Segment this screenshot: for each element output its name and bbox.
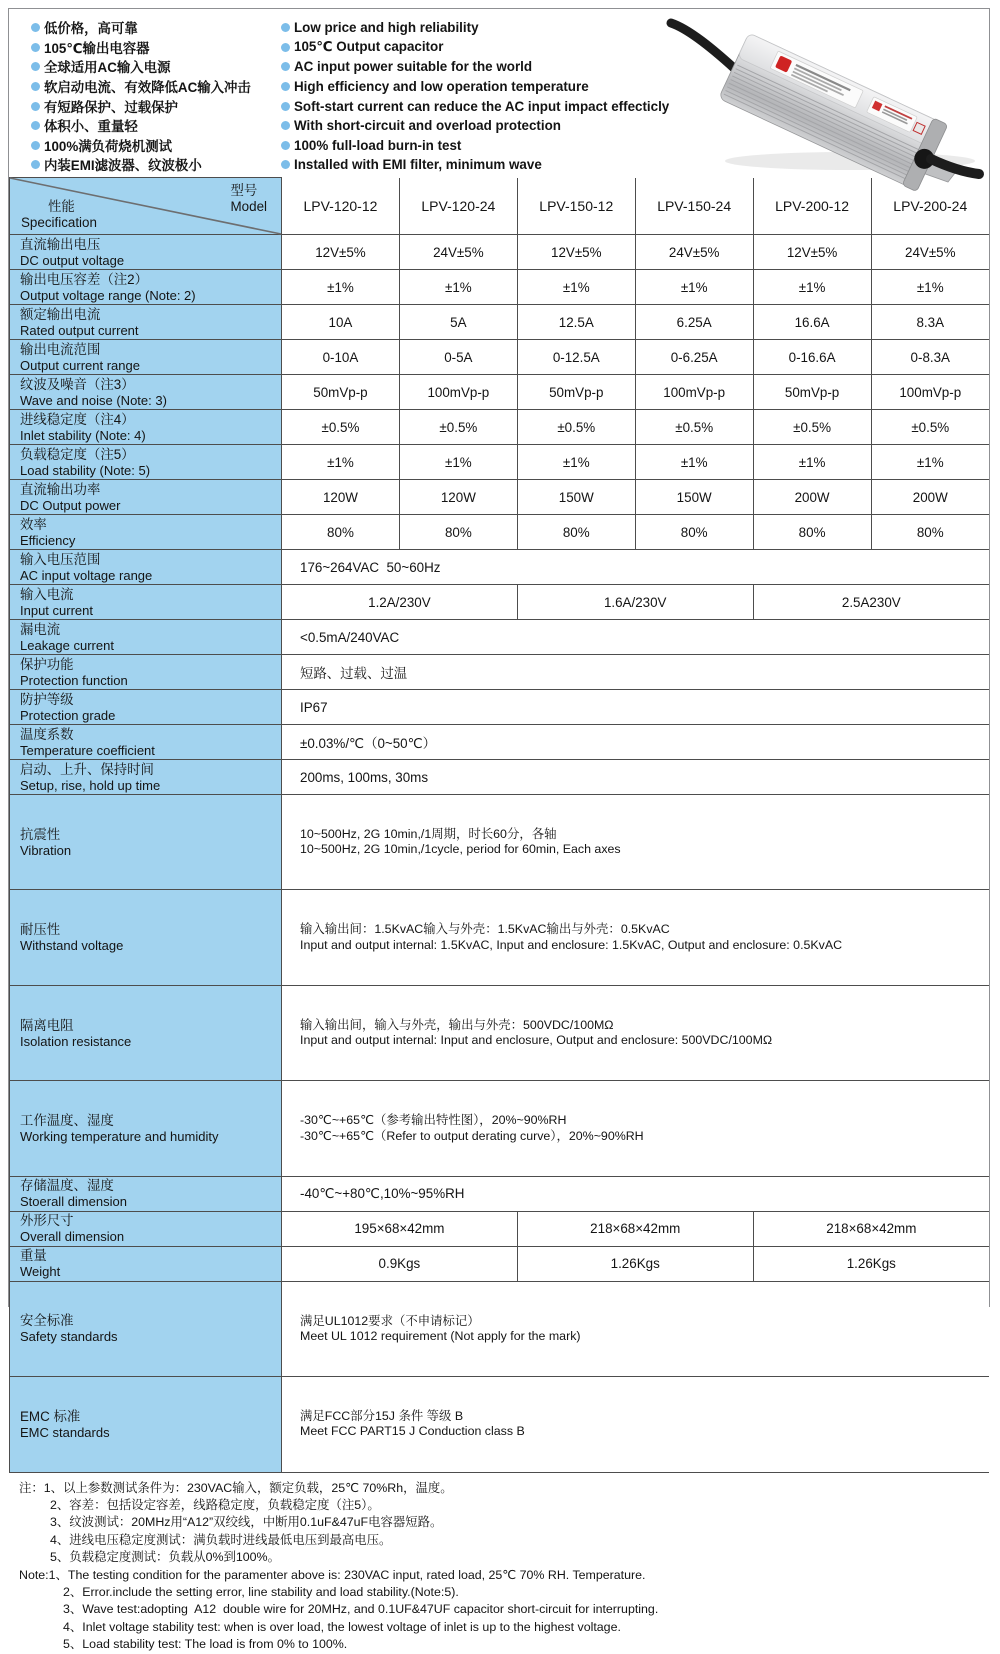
spec-row — [10, 985, 990, 1080]
corner-model-label: 型号 Model — [230, 183, 267, 214]
row-label: 隔离电阻 Isolation resistance — [10, 985, 282, 1080]
spec-value-cell: -40℃~+80℃,10%~95%RH — [282, 1176, 990, 1211]
spec-value-cell: 1.26Kgs — [753, 1246, 989, 1281]
row-label: 工作温度、湿度 Working temperature and humidity — [10, 1081, 282, 1176]
feature-text: 105℃输出电容器 — [44, 40, 150, 56]
note-line: 2、Error.include the setting error, line stability and load stability.(Note:5). — [63, 1585, 459, 1600]
row-label: 输入电流 Input current — [10, 585, 282, 620]
spec-value-cell: ±0.5% — [517, 410, 635, 445]
spec-value-cell: 1.26Kgs — [517, 1246, 753, 1281]
spec-value-cell: 50mVp-p — [517, 375, 635, 410]
feature-item — [31, 136, 276, 156]
feature-item — [31, 57, 276, 77]
spec-value-cell: 80% — [517, 515, 635, 550]
row-label: 重量 Weight — [10, 1246, 282, 1281]
spec-row — [10, 550, 990, 585]
feature-text: Soft-start current can reduce the AC input impact effecticly — [294, 98, 670, 114]
feature-item — [281, 18, 681, 38]
spec-value-cell: 200ms, 100ms, 30ms — [282, 760, 990, 795]
spec-value-cell: ±0.5% — [282, 410, 400, 445]
spec-row — [10, 725, 990, 760]
feature-text: 100% full-load burn-in test — [294, 137, 462, 153]
spec-value-cell: ±0.03%/℃（0~50℃） — [282, 725, 990, 760]
spec-value-cell: ±1% — [871, 270, 989, 305]
bullet-icon — [31, 43, 40, 52]
spec-row — [10, 480, 990, 515]
feature-text: Low price and high reliability — [294, 20, 479, 36]
row-label: 输出电流范围 Output current range — [10, 340, 282, 375]
footnotes — [9, 1473, 989, 1654]
spec-value-cell: 满足FCC部分15J 条件 等级 B Meet FCC PART15 J Conduction class B — [282, 1377, 990, 1472]
model-column-header: LPV-200-24 — [871, 178, 989, 235]
spec-row — [10, 655, 990, 690]
spec-row — [10, 375, 990, 410]
spec-value-cell: 12V±5% — [517, 235, 635, 270]
bullet-icon — [31, 82, 40, 91]
spec-table — [9, 177, 989, 1473]
spec-row — [10, 1176, 990, 1211]
row-label: 安全标准 Safety standards — [10, 1281, 282, 1376]
spec-value-cell: 218×68×42mm — [753, 1211, 989, 1246]
note-line: 2、容差：包括设定容差，线路稳定度，负载稳定度（注5）。 — [50, 1498, 380, 1513]
page-frame — [8, 8, 990, 1652]
features-section — [9, 9, 989, 177]
spec-value-cell: ±1% — [871, 445, 989, 480]
note-line: 注：1、以上参数测试条件为：230VAC输入，额定负载，25℃ 70%Rh，温度。 — [19, 1480, 453, 1495]
spec-value-cell: ±1% — [753, 270, 871, 305]
corner-spec-label: 性能 Specification — [21, 199, 97, 230]
spec-value-cell: 0-10A — [282, 340, 400, 375]
spec-value-cell: <0.5mA/240VAC — [282, 620, 990, 655]
model-header-row — [10, 178, 990, 235]
feature-item — [31, 77, 276, 97]
spec-value-cell: 120W — [282, 480, 400, 515]
note-line: 4、进线电压稳定度测试：满负载时进线最低电压到最高电压。 — [50, 1532, 392, 1547]
spec-value-cell: 0.9Kgs — [282, 1246, 518, 1281]
feature-text: 软启动电流、有效降低AC输入冲击 — [44, 80, 251, 96]
note-line: 5、Load stability test: The load is from 0% to 100%. — [63, 1637, 348, 1652]
spec-value-cell: 5A — [399, 305, 517, 340]
bullet-icon — [281, 82, 290, 91]
row-label: 保护功能 Protection function — [10, 655, 282, 690]
bullet-icon — [31, 62, 40, 71]
note-line: Note:1、The testing condition for the paramenter above is: 230VAC input, rated load, 25℃ 70% RH. Temperature. — [19, 1567, 646, 1582]
row-label: 存储温度、湿度 Stoerall dimension — [10, 1176, 282, 1211]
spec-value-cell: ±1% — [282, 445, 400, 480]
bullet-icon — [31, 23, 40, 32]
spec-row — [10, 1246, 990, 1281]
spec-row — [10, 305, 990, 340]
feature-item — [281, 57, 681, 77]
spec-value-cell: 10~500Hz, 2G 10min,/1周期，时长60分，各轴 10~500Hz, 2G 10min,/1cycle, period for 60min, Each axes — [282, 795, 990, 890]
spec-row — [10, 270, 990, 305]
feature-item — [31, 155, 276, 175]
spec-value-cell: 100mVp-p — [399, 375, 517, 410]
spec-value-cell: 50mVp-p — [282, 375, 400, 410]
spec-value-cell: 0-12.5A — [517, 340, 635, 375]
spec-value-cell: 0-5A — [399, 340, 517, 375]
feature-text: 105℃ Output capacitor — [294, 39, 444, 55]
model-column-header: LPV-150-24 — [635, 178, 753, 235]
spec-value-cell: -30℃~+65℃（参考输出特性图），20%~90%RH -30℃~+65℃（Refer to output derating curve），20%~90%RH — [282, 1081, 990, 1176]
model-column-header: LPV-120-24 — [399, 178, 517, 235]
feature-list-en — [281, 18, 681, 175]
feature-item — [281, 38, 681, 58]
row-label: 防护等级 Protection grade — [10, 690, 282, 725]
spec-row — [10, 760, 990, 795]
spec-value-cell: 24V±5% — [871, 235, 989, 270]
spec-value-cell: 24V±5% — [399, 235, 517, 270]
feature-item — [281, 116, 681, 136]
table-corner-cell — [10, 178, 282, 235]
spec-value-cell: ±1% — [399, 270, 517, 305]
bullet-icon — [281, 121, 290, 130]
spec-value-cell: ±0.5% — [635, 410, 753, 445]
feature-text: 体积小、重量轻 — [44, 119, 138, 135]
bullet-icon — [281, 102, 290, 111]
row-label: 进线稳定度（注4） Inlet stability (Note: 4) — [10, 410, 282, 445]
row-label: 耐压性 Withstand voltage — [10, 890, 282, 985]
feature-item — [31, 96, 276, 116]
feature-text: 100%满负荷烧机测试 — [44, 138, 172, 154]
spec-value-cell: IP67 — [282, 690, 990, 725]
bullet-icon — [281, 141, 290, 150]
spec-value-cell: 短路、过载、过温 — [282, 655, 990, 690]
spec-value-cell: 150W — [517, 480, 635, 515]
bullet-icon — [31, 141, 40, 150]
spec-value-cell: 176~264VAC 50~60Hz — [282, 550, 990, 585]
feature-text: AC input power suitable for the world — [294, 59, 533, 75]
spec-value-cell: 120W — [399, 480, 517, 515]
feature-item — [281, 77, 681, 97]
spec-value-cell: 2.5A230V — [753, 585, 989, 620]
row-label: 外形尺寸 Overall dimension — [10, 1211, 282, 1246]
model-column-header: LPV-120-12 — [282, 178, 400, 235]
bullet-icon — [31, 121, 40, 130]
feature-list-zh — [31, 18, 276, 175]
row-label: 输入电压范围 AC input voltage range — [10, 550, 282, 585]
spec-value-cell: 16.6A — [753, 305, 871, 340]
spec-value-cell: 0-8.3A — [871, 340, 989, 375]
spec-value-cell: 12.5A — [517, 305, 635, 340]
spec-value-cell: 100mVp-p — [635, 375, 753, 410]
spec-value-cell: 1.6A/230V — [517, 585, 753, 620]
spec-value-cell: 满足UL1012要求（不申请标记） Meet UL 1012 requirement (Not apply for the mark) — [282, 1281, 990, 1376]
spec-value-cell: ±0.5% — [399, 410, 517, 445]
spec-row — [10, 1377, 990, 1472]
feature-item — [31, 18, 276, 38]
row-label: EMC 标准 EMC standards — [10, 1377, 282, 1472]
model-column-header: LPV-150-12 — [517, 178, 635, 235]
row-label: 直流输出功率 DC Output power — [10, 480, 282, 515]
feature-text: 有短路保护、过载保护 — [44, 99, 178, 115]
note-line: 3、Wave test:adopting A12 double wire for 20MHz, and 0.1UF&47UF capacitor short-circuit for interrupting. — [63, 1602, 659, 1617]
note-line: 4、Inlet voltage stability test: when is over load, the lowest voltage of inlet is up to the highest voltage. — [63, 1619, 621, 1634]
spec-value-cell: ±1% — [635, 445, 753, 480]
spec-value-cell: 0-16.6A — [753, 340, 871, 375]
model-column-header: LPV-200-12 — [753, 178, 871, 235]
row-label: 效率 Efficiency — [10, 515, 282, 550]
row-label: 漏电流 Leakage current — [10, 620, 282, 655]
spec-value-cell: 100mVp-p — [871, 375, 989, 410]
spec-value-cell: 80% — [871, 515, 989, 550]
spec-value-cell: 150W — [635, 480, 753, 515]
spec-value-cell: 输入输出间：1.5KvAC输入与外壳：1.5KvAC输出与外壳：0.5KvAC Input and output internal: 1.5KvAC, Input and enclosure: 1.5KvAC, Output and enclosure: 0.5KvAC — [282, 890, 990, 985]
feature-item — [31, 38, 276, 58]
spec-value-cell: 80% — [282, 515, 400, 550]
row-label: 负载稳定度（注5） Load stability (Note: 5) — [10, 445, 282, 480]
note-line: 5、负载稳定度测试：负载从0%到100%。 — [50, 1550, 280, 1565]
spec-value-cell: 200W — [753, 480, 871, 515]
bullet-icon — [281, 160, 290, 169]
spec-row — [10, 445, 990, 480]
feature-item — [281, 96, 681, 116]
spec-row — [10, 340, 990, 375]
feature-text: 低价格，高可靠 — [44, 21, 138, 37]
spec-value-cell: 0-6.25A — [635, 340, 753, 375]
spec-row — [10, 235, 990, 270]
feature-item — [281, 155, 681, 175]
feature-text: 全球适用AC输入电源 — [44, 60, 171, 76]
row-label: 温度系数 Temperature coefficient — [10, 725, 282, 760]
feature-text: 内装EMI滤波器、纹波极小 — [44, 158, 202, 174]
bullet-icon — [31, 102, 40, 111]
spec-value-cell: 1.2A/230V — [282, 585, 518, 620]
spec-row — [10, 1211, 990, 1246]
spec-row — [10, 890, 990, 985]
spec-value-cell: 218×68×42mm — [517, 1211, 753, 1246]
power-supply-product-image — [655, 13, 985, 175]
feature-item — [281, 136, 681, 156]
row-label: 直流输出电压 DC output voltage — [10, 235, 282, 270]
bullet-icon — [281, 62, 290, 71]
spec-value-cell: ±0.5% — [753, 410, 871, 445]
spec-value-cell: 8.3A — [871, 305, 989, 340]
spec-value-cell: 50mVp-p — [753, 375, 871, 410]
spec-row — [10, 410, 990, 445]
feature-text: Installed with EMI filter, minimum wave — [294, 157, 542, 173]
bullet-icon — [281, 43, 290, 52]
spec-value-cell: 输入输出间，输入与外壳，输出与外壳：500VDC/100MΩ Input and output internal: Input and enclosure, Output and enclosure: 500VDC/100MΩ — [282, 985, 990, 1080]
bullet-icon — [31, 160, 40, 169]
spec-row — [10, 690, 990, 725]
row-label: 额定输出电流 Rated output current — [10, 305, 282, 340]
note-line: 3、纹波测试：20MHz用“A12”双绞线，中断用0.1uF&47uF电容器短路。 — [50, 1515, 443, 1530]
spec-value-cell: ±1% — [399, 445, 517, 480]
bullet-icon — [281, 23, 290, 32]
feature-item — [31, 116, 276, 136]
spec-row — [10, 1281, 990, 1376]
row-label: 输出电压容差（注2） Output voltage range (Note: 2) — [10, 270, 282, 305]
spec-value-cell: 10A — [282, 305, 400, 340]
spec-row — [10, 620, 990, 655]
spec-value-cell: ±1% — [517, 270, 635, 305]
spec-value-cell: ±1% — [635, 270, 753, 305]
spec-row — [10, 515, 990, 550]
spec-value-cell: ±1% — [282, 270, 400, 305]
spec-value-cell: ±1% — [753, 445, 871, 480]
spec-value-cell: 6.25A — [635, 305, 753, 340]
row-label: 启动、上升、保持时间 Setup, rise, hold up time — [10, 760, 282, 795]
spec-row — [10, 795, 990, 890]
feature-text: With short-circuit and overload protection — [294, 118, 561, 134]
spec-value-cell: 195×68×42mm — [282, 1211, 518, 1246]
spec-value-cell: 80% — [753, 515, 871, 550]
spec-row — [10, 1081, 990, 1176]
spec-value-cell: 12V±5% — [753, 235, 871, 270]
spec-value-cell: ±1% — [517, 445, 635, 480]
feature-text: High efficiency and low operation temperature — [294, 79, 589, 95]
spec-value-cell: ±0.5% — [871, 410, 989, 445]
spec-value-cell: 24V±5% — [635, 235, 753, 270]
spec-value-cell: 200W — [871, 480, 989, 515]
row-label: 抗震性 Vibration — [10, 795, 282, 890]
spec-value-cell: 80% — [399, 515, 517, 550]
spec-value-cell: 80% — [635, 515, 753, 550]
spec-row — [10, 585, 990, 620]
spec-value-cell: 12V±5% — [282, 235, 400, 270]
row-label: 纹波及噪音（注3） Wave and noise (Note: 3) — [10, 375, 282, 410]
